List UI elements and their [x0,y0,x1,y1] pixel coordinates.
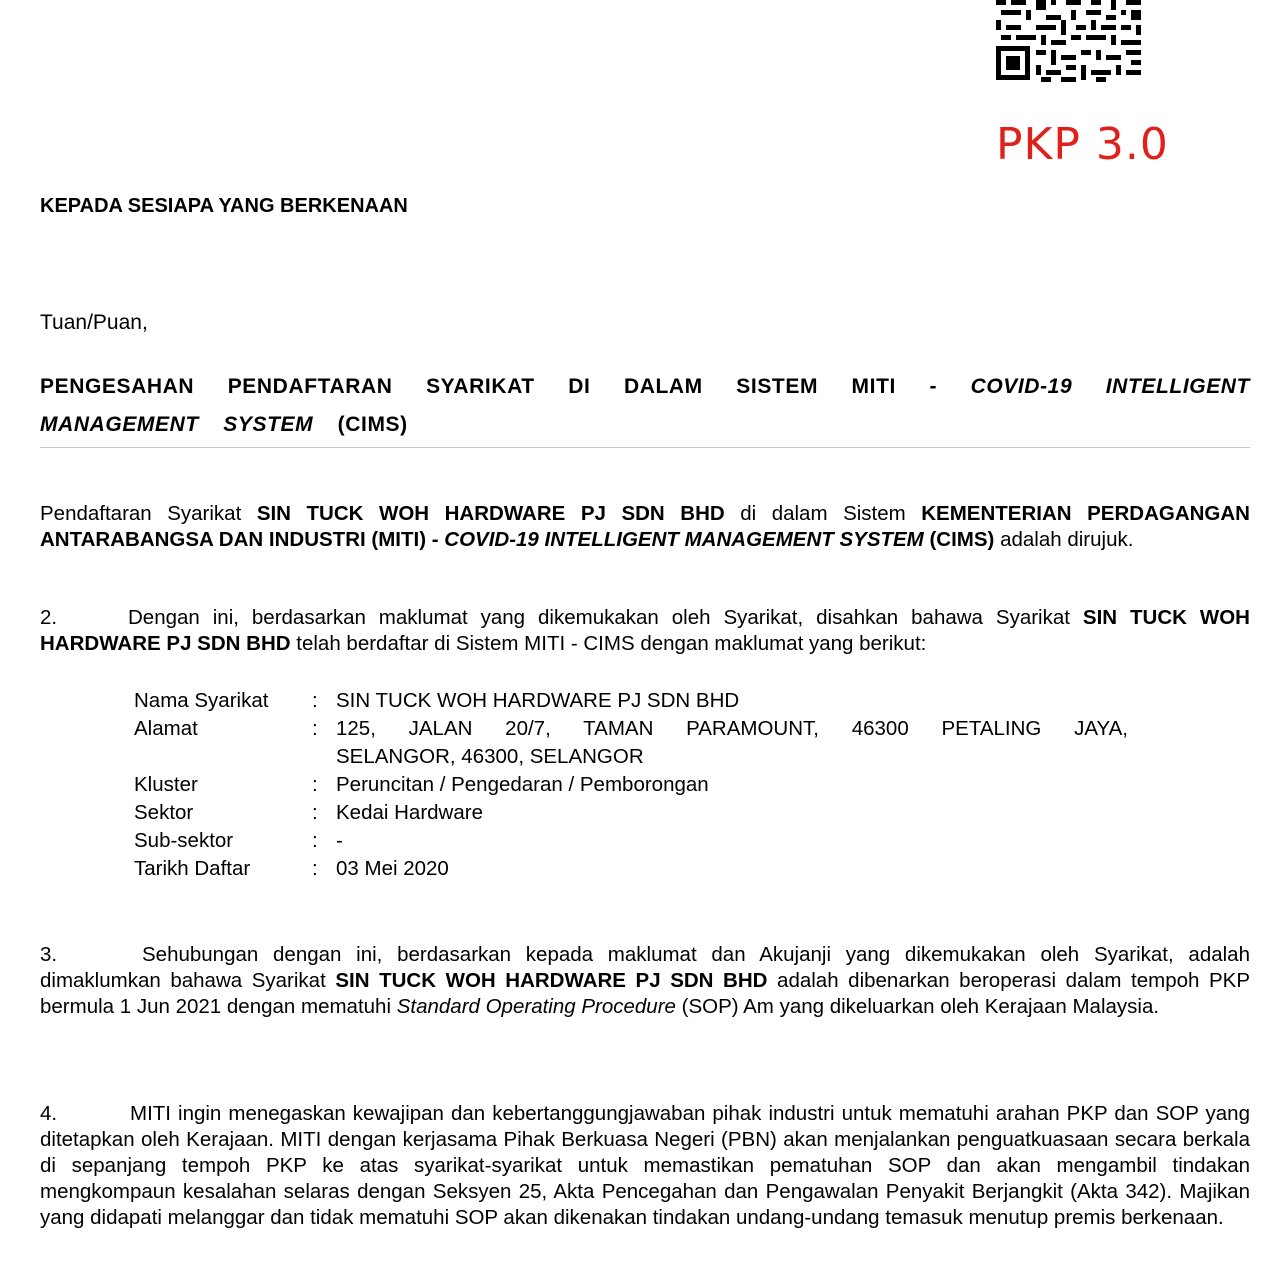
p2-number: 2. [40,606,58,629]
qr-code-icon [996,0,1144,82]
detail-label-subsektor: Sub-sektor [134,829,234,852]
detail-label-kluster: Kluster [134,773,198,796]
detail-value-kluster: Peruncitan / Pengedaran / Pemborongan [336,773,709,796]
detail-value-tarikh: 03 Mei 2020 [336,857,449,880]
salutation: Tuan/Puan, [40,311,148,334]
p3-text-2: adalah dibenarkan beroperasi dalam tempoh PKP bermula 1 Jun 2021 dengan mematuhi [40,969,1250,1018]
detail-value-nama: SIN TUCK WOH HARDWARE PJ SDN BHD [336,689,740,712]
detail-colon: : [312,829,318,852]
detail-colon: : [312,689,318,712]
alamat-line-1: 125, JALAN 20/7, TAMAN PARAMOUNT, 46300 PETALING JAYA, [336,717,1128,740]
detail-colon: : [312,717,318,740]
detail-value-subsektor: - [336,829,343,852]
detail-label-nama: Nama Syarikat [134,689,269,712]
p1-text-2: di dalam Sistem [724,502,922,525]
p1-text-3: adalah dirujuk. [994,528,1134,551]
paragraph-3 [40,942,1250,1020]
subject-part3: (CIMS) [313,413,408,436]
subject-heading [40,368,1250,444]
detail-colon: : [312,773,318,796]
p3-number: 3. [40,943,58,966]
pkp-stamp: PKP 3.0 [996,119,1169,170]
detail-label-tarikh: Tarikh Daftar [134,857,251,880]
detail-colon: : [312,801,318,824]
p1-cims: (CIMS) [923,528,995,551]
subject-part1: PENGESAHAN PENDAFTARAN SYARIKAT DI DALAM SISTEM MITI - [40,375,971,398]
p4-number: 4. [40,1102,58,1125]
p1-dash: - [426,528,445,551]
p2-company-name: SIN TUCK WOH HARDWARE PJ SDN BHD [40,606,1250,655]
p1-ministry-name: KEMENTERIAN PERDAGANGAN ANTARABANGSA DAN INDUSTRI (MITI) [40,502,1250,551]
paragraph-4 [40,1101,1250,1231]
paragraph-2 [40,605,1250,657]
detail-colon: : [312,857,318,880]
p2-text-1: Dengan ini, berdasarkan maklumat yang dikemukakan oleh Syarikat, disahkan bahawa Syarikat [128,606,1083,629]
p3-sop-term: Standard Operating Procedure [396,995,676,1018]
addressee: KEPADA SESIAPA YANG BERKENAAN [40,195,408,217]
p3-text-1: Sehubungan dengan ini, berdasarkan kepada maklumat dan Akujanji yang dikemukakan oleh Syarikat, adalah dimaklumkan bahawa Syarikat [40,943,1250,992]
detail-value-sektor: Kedai Hardware [336,801,483,824]
detail-value-alamat [336,715,1128,771]
p3-company-name: SIN TUCK WOH HARDWARE PJ SDN BHD [335,969,768,992]
paragraph-1 [40,501,1250,553]
subject-system-name: COVID-19 INTELLIGENT MANAGEMENT SYSTEM [40,375,1250,436]
detail-label-sektor: Sektor [134,801,194,824]
divider [40,447,1250,448]
alamat-line-2: SELANGOR, 46300, SELANGOR [336,745,644,768]
p2-text-2: telah berdaftar di Sistem MITI - CIMS dengan maklumat yang berikut: [290,632,927,655]
p3-text-3: (SOP) Am yang dikeluarkan oleh Kerajaan Malaysia. [675,995,1160,1018]
p1-text-1: Pendaftaran Syarikat [40,502,257,525]
p1-system-name: COVID-19 INTELLIGENT MANAGEMENT SYSTEM [444,528,924,551]
p4-text: MITI ingin menegaskan kewajipan dan kebertanggungjawaban pihak industri untuk mematuhi arahan PKP dan SOP yang ditetapkan oleh Kerajaan. MITI dengan kerjasama Pihak Berkuasa Negeri (PBN) akan menjalankan penguatkuasaan secara berkala di sepanjang tempoh PKP ke atas syarikat-syarikat untuk memastikan pematuhan SOP dan akan mengambil tindakan mengkompaun kesalahan selaras dengan Seksyen 25, Akta Pencegahan dan Pengawalan Penyakit Berjangkit (Akta 342). Majikan yang didapati melanggar dan tidak mematuhi SOP akan dikenakan tindakan undang-undang temasuk menutup premis berkenaan. [40,1102,1250,1229]
p1-company-name: SIN TUCK WOH HARDWARE PJ SDN BHD [256,502,725,525]
detail-label-alamat: Alamat [134,717,198,740]
